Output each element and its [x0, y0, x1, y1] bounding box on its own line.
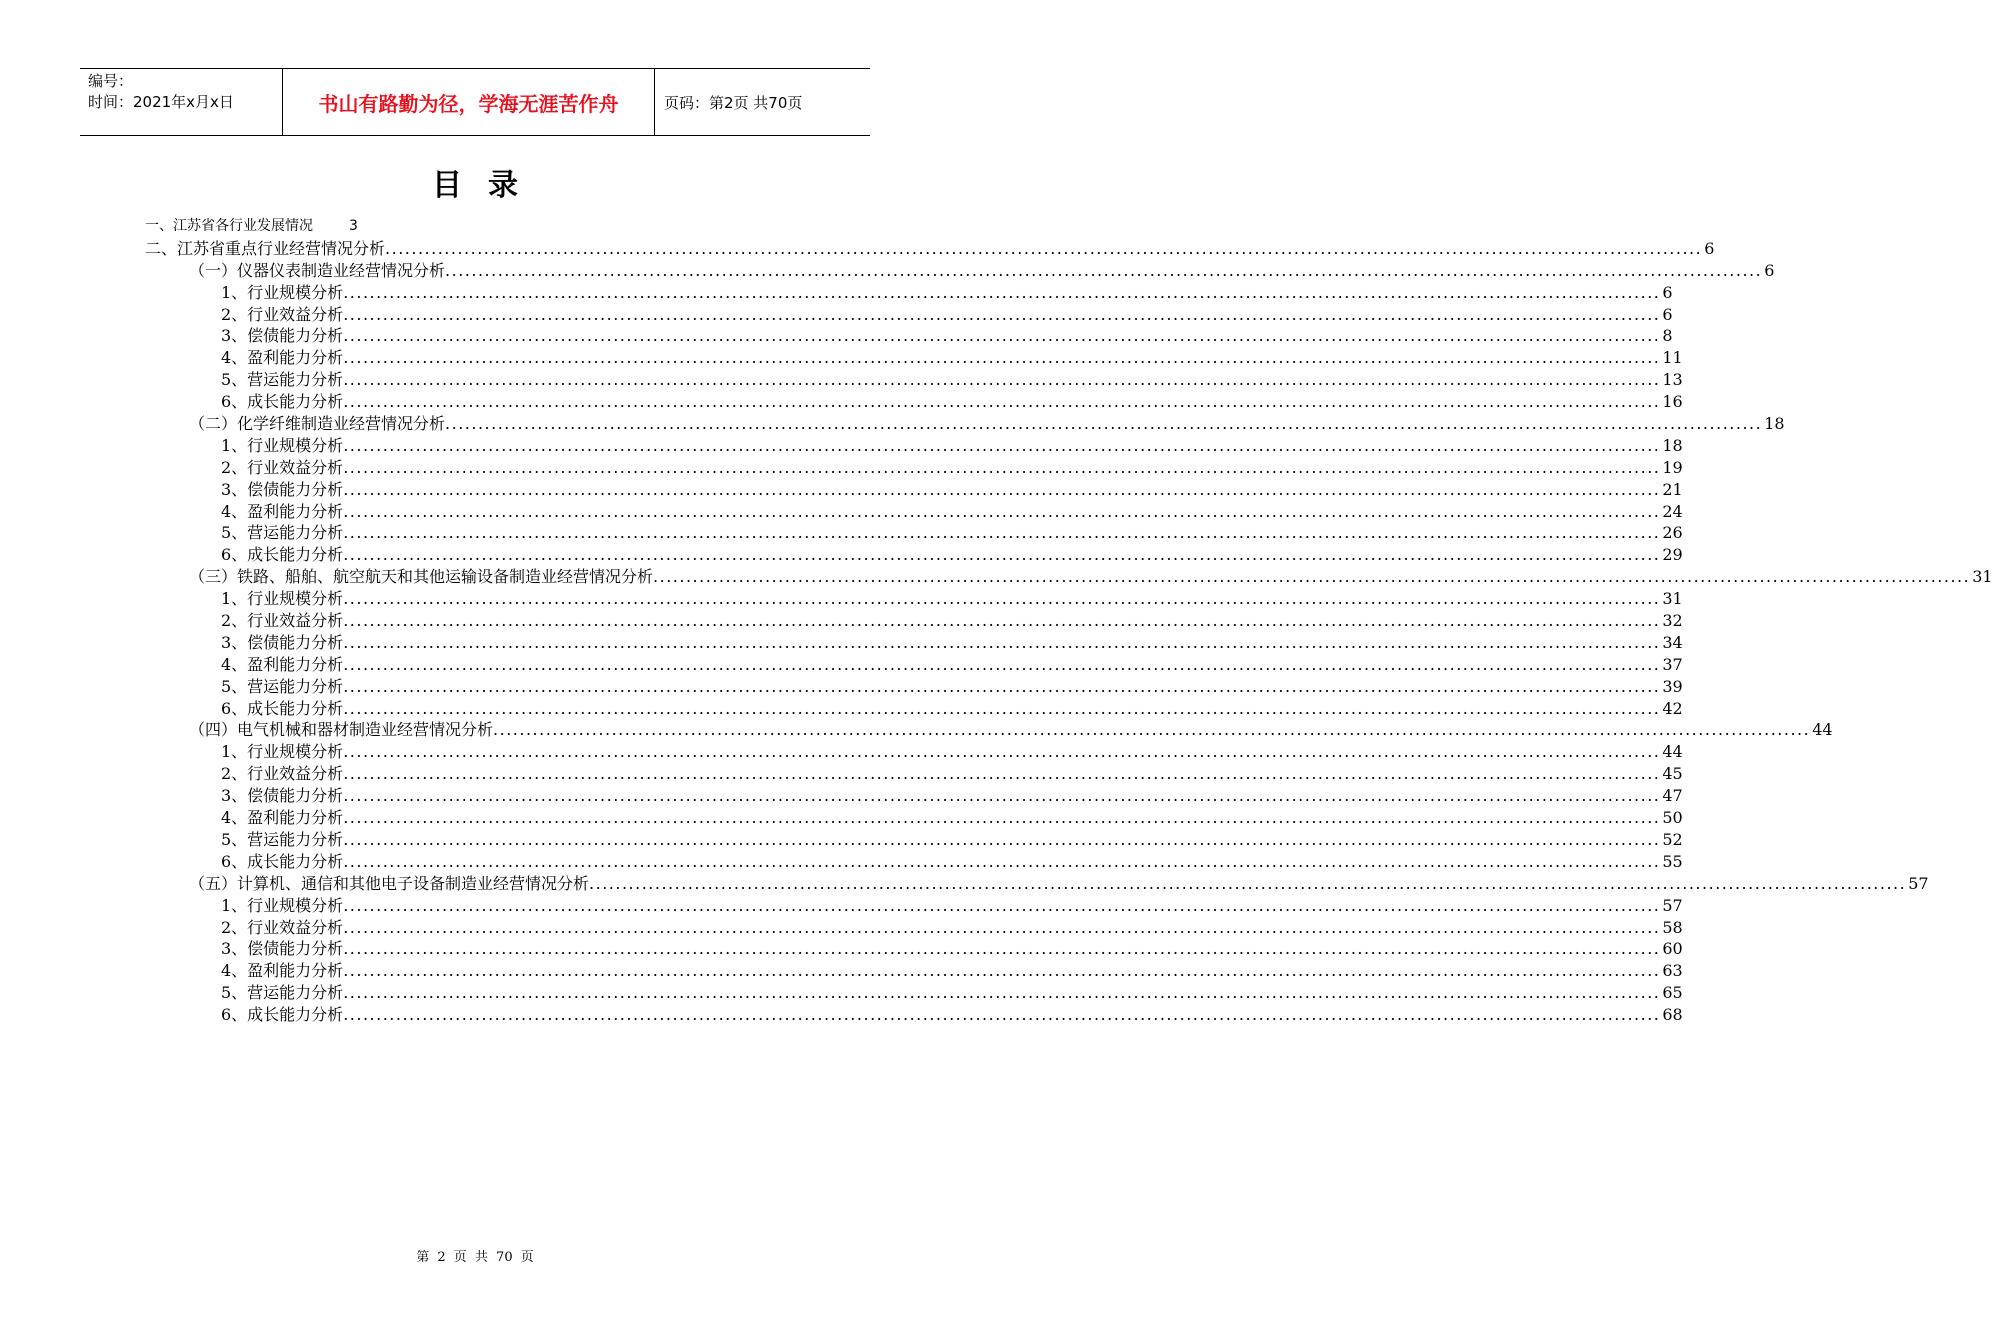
- toc-entry-text: 一、江苏省各行业发展情况: [145, 218, 313, 234]
- toc-entry[interactable]: [145, 260, 1775, 282]
- toc-entry-page: 31: [1972, 567, 1993, 587]
- toc-leader-dots: ........................................................................................................................................................................................................: [385, 238, 1703, 258]
- toc-leader-dots: ........................................................................................................................................................................................................: [589, 873, 1907, 893]
- toc-entry-text: 5、营运能力分析: [221, 829, 344, 849]
- toc-entry[interactable]: [145, 676, 1683, 698]
- toc-entry[interactable]: [145, 304, 1673, 326]
- toc-leader-dots: ........................................................................................................................................................................................................: [343, 457, 1661, 477]
- toc-entry-text: 2、行业效益分析: [221, 457, 344, 477]
- toc-entry-text: 2、行业效益分析: [221, 917, 344, 937]
- toc-entry-page: 3: [349, 218, 358, 234]
- toc-entry[interactable]: [145, 413, 1785, 435]
- toc-entry-page: 6: [1704, 238, 1715, 258]
- toc-leader-dots: ........................................................................................................................................................................................................: [343, 545, 1661, 565]
- toc-entry-text: 4、盈利能力分析: [221, 348, 344, 368]
- toc-entry-text: 4、盈利能力分析: [221, 808, 344, 828]
- toc-entry-page: 18: [1764, 414, 1785, 434]
- toc-entry-page: 8: [1662, 326, 1673, 346]
- toc-entry-page: 31: [1662, 589, 1683, 609]
- toc-entry-text: 5、营运能力分析: [221, 523, 344, 543]
- toc-entry-page: 44: [1662, 742, 1683, 762]
- toc-entry-text: （四）电气机械和器材制造业经营情况分析: [189, 720, 494, 740]
- toc-entry[interactable]: [145, 347, 1683, 369]
- toc-entry[interactable]: [145, 938, 1683, 960]
- toc-leader-dots: ........................................................................................................................................................................................................: [343, 392, 1661, 412]
- toc-leader-dots: ........................................................................................................................................................................................................: [343, 808, 1661, 828]
- toc-leader-dots: ........................................................................................................................................................................................................: [343, 611, 1661, 631]
- toc-leader-dots: ........................................................................................................................................................................................................: [343, 939, 1661, 959]
- toc-leader-dots: ........................................................................................................................................................................................................: [343, 479, 1661, 499]
- toc-entry-page: 50: [1662, 808, 1683, 828]
- toc-leader-dots: ........................................................................................................................................................................................................: [343, 654, 1661, 674]
- toc-entry-text: 6、成长能力分析: [221, 1005, 344, 1025]
- toc-entry[interactable]: [145, 566, 1993, 588]
- toc-entry-text: 5、营运能力分析: [221, 983, 344, 1003]
- toc-entry-text: 1、行业规模分析: [221, 895, 344, 915]
- toc-entry-text: 5、营运能力分析: [221, 370, 344, 390]
- toc-entry-page: 32: [1662, 611, 1683, 631]
- toc-entry[interactable]: [145, 479, 1683, 501]
- toc-entry-page: 6: [1764, 260, 1775, 280]
- toc-entry-text: 2、行业效益分析: [221, 611, 344, 631]
- toc-entry[interactable]: [145, 960, 1683, 982]
- toc-entry-page: 26: [1662, 523, 1683, 543]
- toc-entry-page: 42: [1662, 698, 1683, 718]
- toc-entry-page: 18: [1662, 435, 1683, 455]
- toc-leader-dots: ........................................................................................................................................................................................................: [343, 742, 1661, 762]
- toc-entry-text: 3、偿债能力分析: [221, 939, 344, 959]
- toc-leader-dots: ........................................................................................................................................................................................................: [343, 632, 1661, 652]
- toc-leader-dots: ........................................................................................................................................................................................................: [343, 786, 1661, 806]
- toc-entry-text: （五）计算机、通信和其他电子设备制造业经营情况分析: [189, 873, 590, 893]
- header-left-cell: [80, 69, 282, 135]
- toc-entry[interactable]: [145, 632, 1683, 654]
- toc-entry-page: 52: [1662, 829, 1683, 849]
- toc-entry[interactable]: [145, 829, 1683, 851]
- toc-entry-text: 6、成长能力分析: [221, 545, 344, 565]
- toc-entry-page: 34: [1662, 632, 1683, 652]
- toc-entry-text: （三）铁路、船舶、航空航天和其他运输设备制造业经营情况分析: [189, 567, 654, 587]
- toc-leader-dots: ........................................................................................................................................................................................................: [343, 523, 1661, 543]
- toc-leader-dots: ........................................................................................................................................................................................................: [343, 961, 1661, 981]
- toc-entry[interactable]: [145, 522, 1683, 544]
- page-header: [80, 68, 870, 136]
- toc-entry[interactable]: [145, 895, 1683, 917]
- toc-leader-dots: ........................................................................................................................................................................................................: [343, 348, 1661, 368]
- toc-entry-text: （二）化学纤维制造业经营情况分析: [189, 414, 446, 434]
- document-title: 目录: [432, 168, 544, 203]
- toc-entry[interactable]: [145, 917, 1683, 939]
- toc-entry[interactable]: [145, 282, 1673, 304]
- toc-entry-text: （一）仪器仪表制造业经营情况分析: [189, 260, 446, 280]
- toc-leader-dots: ........................................................................................................................................................................................................: [343, 589, 1661, 609]
- toc-entry[interactable]: [145, 457, 1683, 479]
- toc-leader-dots: ........................................................................................................................................................................................................: [653, 567, 1971, 587]
- toc-entry-text: 6、成长能力分析: [221, 392, 344, 412]
- toc-entry-text: 6、成长能力分析: [221, 698, 344, 718]
- toc-entry-text: 3、偿债能力分析: [221, 326, 344, 346]
- toc-entry-text: 1、行业规模分析: [221, 282, 344, 302]
- toc-entry[interactable]: [145, 654, 1683, 676]
- toc-leader-dots: ........................................................................................................................................................................................................: [343, 282, 1661, 302]
- serial-label: 编号：: [88, 72, 134, 90]
- toc-leader-dots: ........................................................................................................................................................................................................: [343, 435, 1661, 455]
- toc-entry[interactable]: [145, 588, 1683, 610]
- toc-leader-dots: ........................................................................................................................................................................................................: [343, 1005, 1661, 1025]
- toc-entry-text: 5、营运能力分析: [221, 676, 344, 696]
- toc-entry[interactable]: [145, 785, 1683, 807]
- toc-leader-dots: ........................................................................................................................................................................................................: [343, 326, 1661, 346]
- toc-entry-page: 6: [1662, 304, 1673, 324]
- toc-leader-dots: ........................................................................................................................................................................................................: [343, 851, 1661, 871]
- toc-leader-dots: ........................................................................................................................................................................................................: [343, 676, 1661, 696]
- toc-entry-text: 3、偿债能力分析: [221, 786, 344, 806]
- toc-entry-page: 60: [1662, 939, 1683, 959]
- toc-entry-text: 2、行业效益分析: [221, 764, 344, 784]
- toc-entry[interactable]: [145, 610, 1683, 632]
- header-motto: 书山有路勤为径，学海无涯苦作舟: [282, 69, 655, 135]
- page-footer: 第 2 页 共 70 页: [416, 1250, 534, 1265]
- toc-entry-page: 55: [1662, 851, 1683, 871]
- toc-entry[interactable]: [145, 391, 1683, 413]
- toc-entry-text: 二、江苏省重点行业经营情况分析: [145, 238, 386, 258]
- toc-leader-dots: ........................................................................................................................................................................................................: [343, 764, 1661, 784]
- toc-list: [145, 238, 1993, 1026]
- toc-entry-text: 3、偿债能力分析: [221, 479, 344, 499]
- toc-entry-text: 3、偿债能力分析: [221, 632, 344, 652]
- toc-entry-page: 21: [1662, 479, 1683, 499]
- toc-leader-dots: ........................................................................................................................................................................................................: [445, 260, 1763, 280]
- toc-entry-page: 47: [1662, 786, 1683, 806]
- toc-leader-dots: ........................................................................................................................................................................................................: [445, 414, 1763, 434]
- toc-entry-text: 4、盈利能力分析: [221, 501, 344, 521]
- toc-entry-page: 45: [1662, 764, 1683, 784]
- toc-entry[interactable]: [145, 851, 1683, 873]
- toc-entry[interactable]: [145, 501, 1683, 523]
- toc-leader-dots: ........................................................................................................................................................................................................: [343, 304, 1661, 324]
- toc-entry[interactable]: [145, 544, 1683, 566]
- toc-entry[interactable]: [145, 698, 1683, 720]
- toc-entry[interactable]: [145, 719, 1833, 741]
- toc-entry[interactable]: [145, 763, 1683, 785]
- toc-entry-text: 4、盈利能力分析: [221, 961, 344, 981]
- toc-entry-text: 2、行业效益分析: [221, 304, 344, 324]
- toc-entry-page: 65: [1662, 983, 1683, 1003]
- toc-leader-dots: ........................................................................................................................................................................................................: [343, 829, 1661, 849]
- toc-entry-text: 6、成长能力分析: [221, 851, 344, 871]
- toc-entry[interactable]: [145, 741, 1683, 763]
- toc-entry-page: 68: [1662, 1005, 1683, 1025]
- toc-entry-page: 58: [1662, 917, 1683, 937]
- toc-entry-page: 11: [1662, 348, 1683, 368]
- table-of-contents: [145, 216, 1993, 1026]
- toc-leader-dots: ........................................................................................................................................................................................................: [343, 698, 1661, 718]
- toc-entry-text: 1、行业规模分析: [221, 742, 344, 762]
- toc-leader-dots: ........................................................................................................................................................................................................: [343, 983, 1661, 1003]
- toc-leader-dots: ........................................................................................................................................................................................................: [343, 917, 1661, 937]
- toc-entry-page: 16: [1662, 392, 1683, 412]
- toc-leader-dots: ........................................................................................................................................................................................................: [343, 895, 1661, 915]
- toc-leader-dots: ........................................................................................................................................................................................................: [343, 501, 1661, 521]
- toc-entry-page: 39: [1662, 676, 1683, 696]
- toc-leader-dots: ........................................................................................................................................................................................................: [343, 370, 1661, 390]
- toc-entry-page: 57: [1662, 895, 1683, 915]
- toc-entry-page: 24: [1662, 501, 1683, 521]
- toc-entry-page: 6: [1662, 282, 1673, 302]
- toc-entry-page: 29: [1662, 545, 1683, 565]
- toc-entry-text: 4、盈利能力分析: [221, 654, 344, 674]
- toc-entry[interactable]: [145, 435, 1683, 457]
- toc-entry[interactable]: [145, 982, 1683, 1004]
- toc-entry-page: 37: [1662, 654, 1683, 674]
- toc-entry-page: 44: [1812, 720, 1833, 740]
- toc-leader-dots: ........................................................................................................................................................................................................: [493, 720, 1811, 740]
- toc-entry-text: 1、行业规模分析: [221, 435, 344, 455]
- toc-entry[interactable]: [145, 369, 1683, 391]
- toc-entry-page: 57: [1908, 873, 1929, 893]
- toc-entry[interactable]: [145, 807, 1683, 829]
- toc-entry[interactable]: [145, 325, 1673, 347]
- toc-entry-page: 13: [1662, 370, 1683, 390]
- toc-entry-page: 19: [1662, 457, 1683, 477]
- toc-entry-first[interactable]: [145, 216, 807, 238]
- toc-entry-page: 63: [1662, 961, 1683, 981]
- toc-entry[interactable]: [145, 238, 1715, 260]
- toc-entry[interactable]: [145, 1004, 1683, 1026]
- toc-entry-text: 1、行业规模分析: [221, 589, 344, 609]
- toc-entry[interactable]: [145, 873, 1929, 895]
- time-label: 时间：2021年x月x日: [88, 93, 234, 111]
- header-page-info: 页码：第2页 共70页: [664, 93, 803, 112]
